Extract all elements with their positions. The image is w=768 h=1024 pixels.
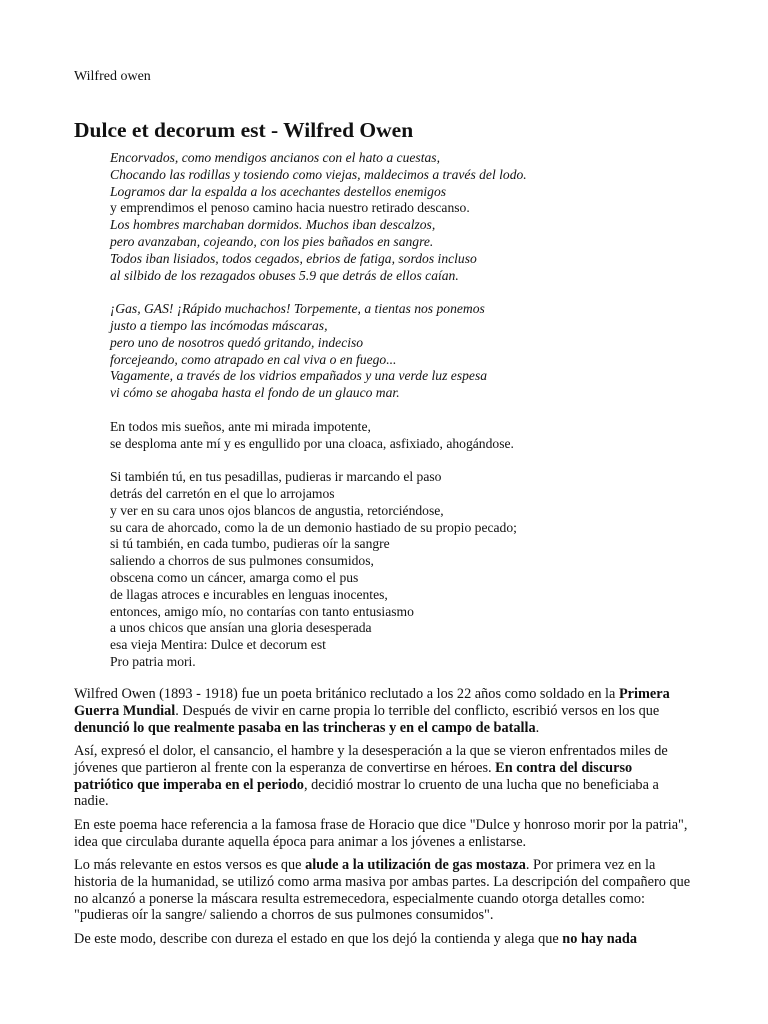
poem-verse: se desploma ante mí y es engullido por una cloaca, asfixiado, ahogándose. — [110, 435, 514, 451]
paragraph-text: . — [535, 719, 540, 736]
paragraph-text: . Después de vivir en carne propia lo terrible del conflicto, escribió versos en los que — [175, 702, 660, 719]
commentary-paragraph-5 — [74, 931, 694, 948]
paragraph-bold-text: no hay nada — [562, 930, 637, 947]
poem-verse: de llagas atroces e incurables en lenguas inocentes, — [110, 586, 388, 602]
poem-verse: vi cómo se ahogaba hasta el fondo de un glauco mar. — [110, 385, 400, 401]
poem-verse: detrás del carretón en el que lo arrojamos — [110, 485, 335, 501]
poem-verse: Vagamente, a través de los vidrios empañados y una verde luz espesa — [110, 368, 488, 384]
poem-verse: Logramos dar la espalda a los acechantes destellos enemigos — [110, 183, 447, 199]
poem — [110, 150, 690, 671]
paragraph-text: Wilfred Owen (1893 - 1918) fue un poeta británico reclutado a los 22 años como soldado en la — [74, 686, 619, 702]
poem-verse: ¡Gas, GAS! ¡Rápido muchachos! Torpemente, a tientas nos ponemos — [110, 301, 485, 317]
commentary — [74, 686, 694, 954]
paragraph-bold-text: En contra del discurso patriótico que imperaba en el periodo — [74, 759, 633, 793]
poem-verse: y ver en su cara unos ojos blancos de angustia, retorciéndose, — [110, 502, 444, 518]
poem-verse: Los hombres marchaban dormidos. Muchos iban descalzos, — [110, 217, 436, 233]
commentary-paragraph-1 — [74, 686, 694, 736]
paragraph-text: Lo más relevante en estos versos es que — [74, 856, 306, 873]
poem-verse: Chocando las rodillas y tosiendo como viejas, maldecimos a través del lodo. — [110, 166, 527, 182]
poem-verse: En todos mis sueños, ante mi mirada impotente, — [110, 418, 371, 434]
document-header-author: Wilfred owen — [74, 69, 151, 84]
poem-stanza-1 — [110, 150, 690, 284]
poem-verse: al silbido de los rezagados obuses 5.9 que detrás de ellos caían. — [110, 267, 459, 283]
document-title: Dulce et decorum est - Wilfred Owen — [74, 118, 414, 142]
poem-verse: saliendo a chorros de sus pulmones consumidos, — [110, 553, 374, 569]
commentary-paragraph-4 — [74, 857, 694, 924]
poem-verse: Si también tú, en tus pesadillas, pudieras ir marcando el paso — [110, 469, 442, 485]
poem-verse: Todos iban lisiados, todos cegados, ebrios de fatiga, sordos incluso — [110, 250, 477, 266]
commentary-paragraph-2 — [74, 743, 694, 810]
paragraph-text: , decidió mostrar lo cruento de una lucha que no beneficiaba a nadie. — [74, 776, 659, 810]
poem-verse: Pro patria mori. — [110, 653, 196, 669]
poem-verse: si tú también, en cada tumbo, pudieras oír la sangre — [110, 536, 390, 552]
poem-verse: pero uno de nosotros quedó gritando, indeciso — [110, 334, 364, 350]
poem-verse: su cara de ahorcado, como la de un demonio hastiado de su propio pecado; — [110, 519, 517, 535]
poem-verse: esa vieja Mentira: Dulce et decorum est — [110, 637, 326, 653]
poem-verse: justo a tiempo las incómodas máscaras, — [110, 317, 328, 333]
poem-verse: forcejeando, como atrapado en cal viva o en fuego... — [110, 351, 397, 367]
poem-verse: obscena como un cáncer, amarga como el pus — [110, 569, 359, 585]
poem-stanza-4 — [110, 469, 690, 671]
paragraph-text: . Por primera vez en la historia de la humanidad, se utilizó como arma masiva por ambas partes. La descripción del compañero que no alcanzó a ponerse la máscara resulta estremecedora, especialmente cuando otorga detalles como: "pudieras oír la sangre/ saliendo a chorros de sus pulmones consumidos". — [74, 856, 691, 924]
paragraph-bold-text: alude a la utilización de gas mostaza — [305, 856, 526, 873]
poem-verse: entonces, amigo mío, no contarías con tanto entusiasmo — [110, 603, 414, 619]
commentary-paragraph-3 — [74, 817, 694, 851]
poem-stanza-2 — [110, 301, 690, 402]
poem-verse: a unos chicos que ansían una gloria desesperada — [110, 620, 372, 636]
poem-verse: pero avanzaban, cojeando, con los pies bañados en sangre. — [110, 233, 434, 249]
paragraph-text: En este poema hace referencia a la famosa frase de Horacio que dice "Dulce y honroso morir por la patria", idea que circulaba durante aquella época para animar a los jóvenes a enlistarse. — [74, 816, 688, 850]
paragraph-bold-text: denunció lo que realmente pasaba en las trincheras y en el campo de batalla — [74, 719, 536, 736]
poem-verse: y emprendimos el penoso camino hacia nuestro retirado descanso. — [110, 200, 470, 216]
poem-stanza-3 — [110, 419, 690, 453]
paragraph-text: De este modo, describe con dureza el estado en que los dejó la contienda y alega que — [74, 930, 563, 947]
paragraph-text: Así, expresó el dolor, el cansancio, el hambre y la desesperación a la que se vieron enfrentados miles de jóvenes que partieron al frente con la esperanza de convertirse en héroes. — [74, 742, 668, 776]
paragraph-bold-text: Primera Guerra Mundial — [74, 686, 670, 719]
poem-verse: Encorvados, como mendigos ancianos con el hato a cuestas, — [110, 150, 440, 165]
